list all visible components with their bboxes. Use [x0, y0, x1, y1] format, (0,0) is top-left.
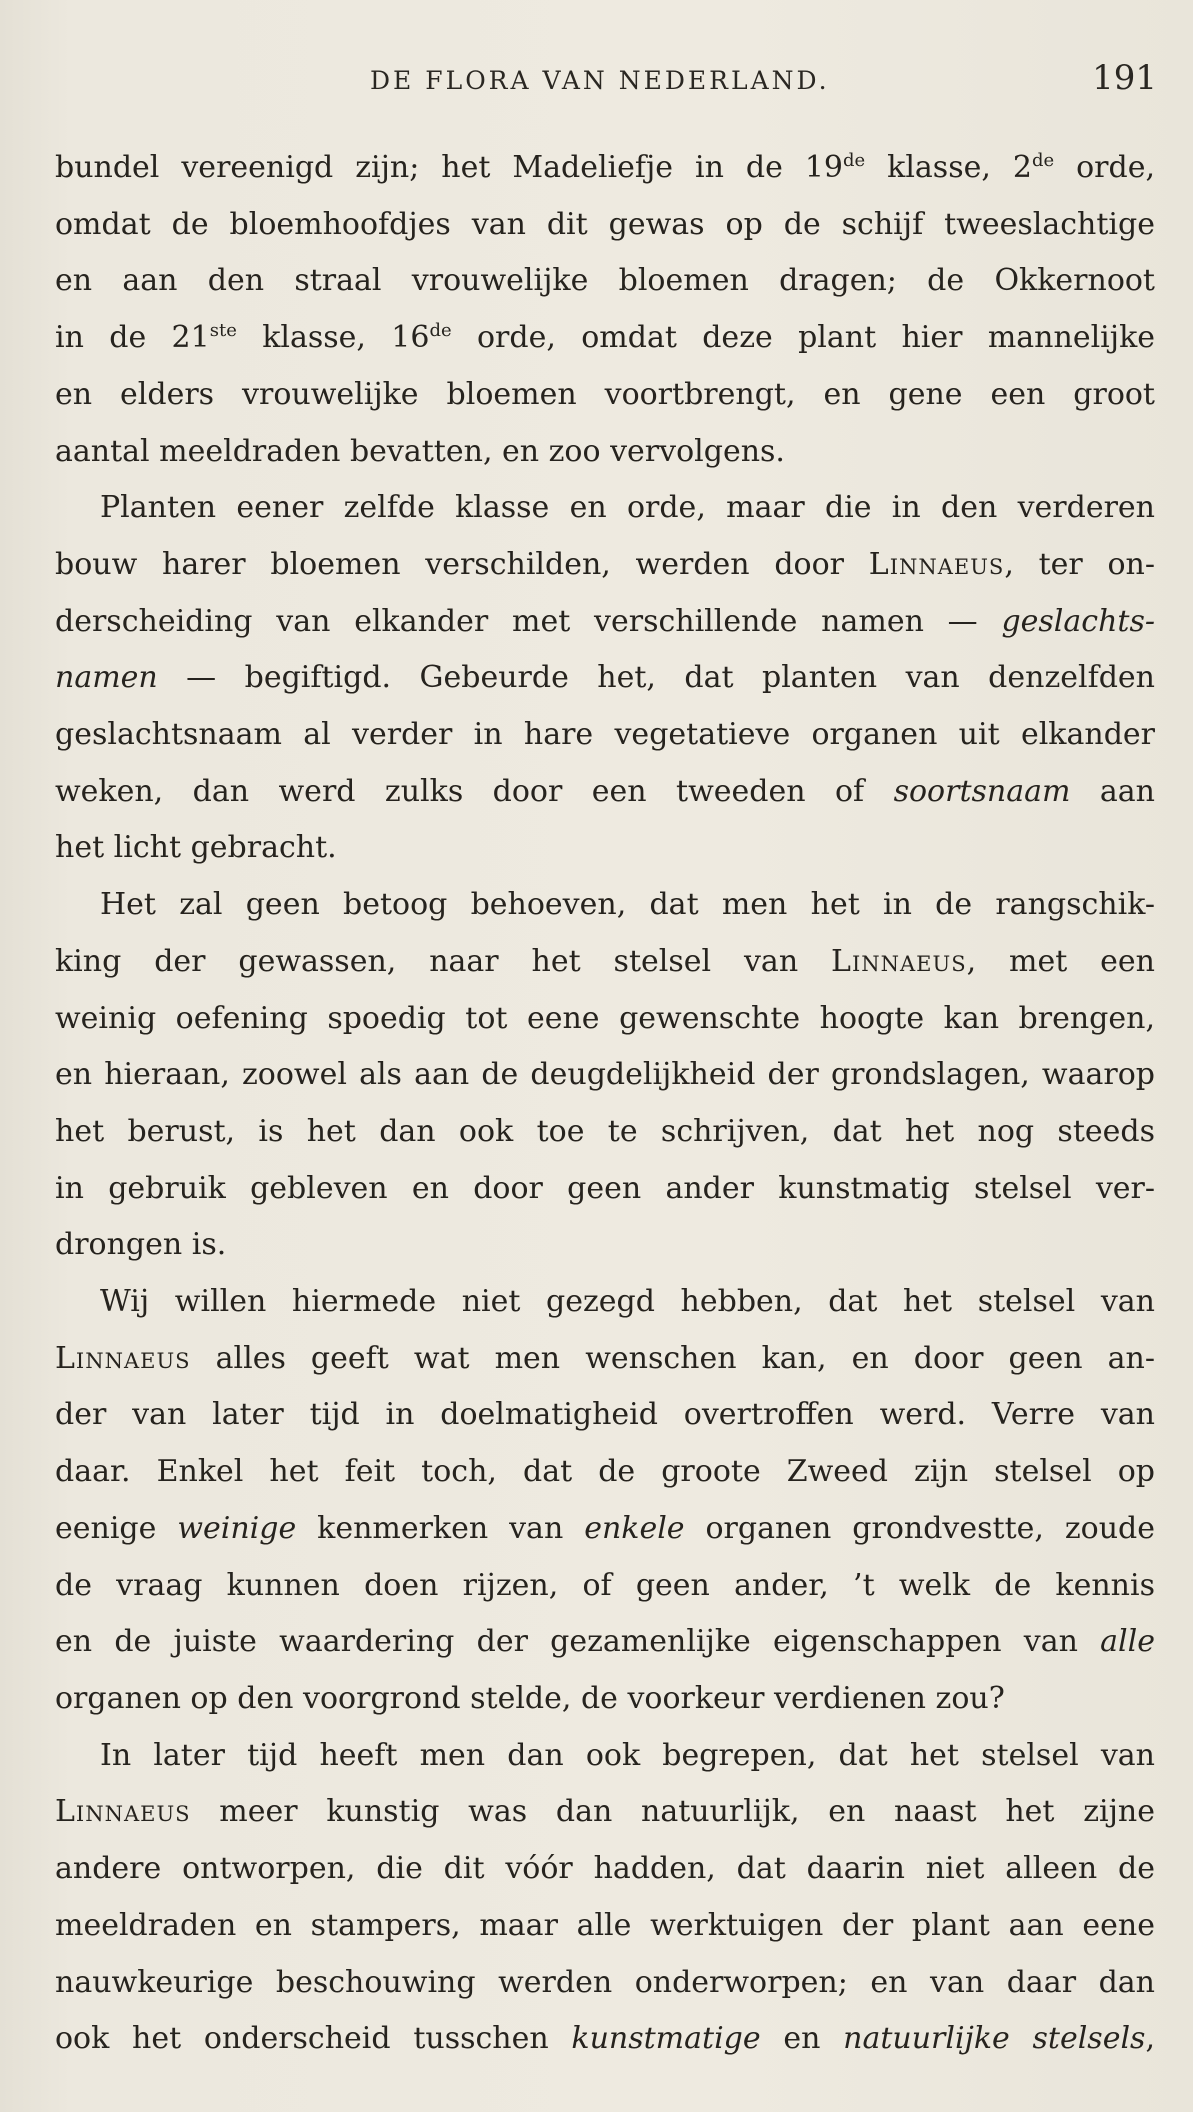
text-line [55, 707, 1155, 764]
text-line [55, 1728, 1155, 1785]
text-run: weken, dan werd zulks door een tweeden of [55, 773, 894, 809]
superscript: de [1031, 150, 1055, 171]
text-run: Planten eener zelfde klasse en orde, maar die in den verderen [100, 490, 1155, 526]
text-run: meer kunstig was dan natuurlijk, en naast het zijne [190, 1794, 1155, 1830]
text-run: In later tijd heeft men dan ook begrepen, dat het stelsel van [100, 1737, 1155, 1773]
running-title: DE FLORA VAN NEDERLAND. [370, 66, 830, 95]
paragraph [55, 1274, 1155, 1728]
text-run: in de 21 [55, 320, 210, 356]
text-run: het licht gebracht. [55, 830, 337, 866]
paragraph [55, 1728, 1155, 2068]
text-run: ook het onderscheid tusschen [55, 2021, 572, 2057]
text-line [55, 537, 1155, 594]
small-caps-name: Linnaeus [55, 1794, 191, 1830]
text-run: andere ontworpen, die dit vóór hadden, dat daarin niet alleen de [55, 1851, 1155, 1887]
text-line [55, 650, 1155, 707]
paragraph [55, 140, 1155, 480]
paragraph [55, 480, 1155, 877]
text-line [55, 1217, 1155, 1274]
text-run: nauwkeurige beschouwing werden onderworpen; en van daar dan [55, 1964, 1155, 2000]
text-line [55, 991, 1155, 1048]
text-line [55, 310, 1155, 367]
text-line [55, 877, 1155, 934]
text-run: drongen is. [55, 1227, 227, 1263]
text-line [55, 1274, 1155, 1331]
text-line [55, 820, 1155, 877]
text-run: kenmerken van [296, 1510, 585, 1546]
text-line [55, 140, 1155, 197]
text-run: weinig oefening spoedig tot eene gewenschte hoogte kan brengen, [55, 1000, 1155, 1036]
italic-text: natuurlijke stelsels [843, 2021, 1146, 2057]
text-run: aan [1070, 773, 1155, 809]
text-run: orde, omdat deze plant hier mannelijke [451, 320, 1155, 356]
text-run: Het zal geen betoog behoeven, dat men het in de rangschik- [100, 887, 1155, 923]
italic-text: weinige [177, 1510, 297, 1546]
page-number: 191 [1092, 58, 1157, 98]
text-line [55, 1898, 1155, 1955]
text-line [55, 1784, 1155, 1841]
text-line [55, 934, 1155, 991]
italic-text: geslachts- [1001, 603, 1155, 639]
text-run: klasse, 2 [865, 150, 1032, 185]
text-run: en elders vrouwelijke bloemen voortbrengt, en gene een groot [55, 376, 1155, 412]
text-run: , met een [966, 943, 1155, 979]
text-line [55, 1671, 1155, 1728]
italic-text: alle [1100, 1624, 1155, 1660]
text-run: geslachtsnaam al verder in hare vegetatieve organen uit elkander [55, 717, 1155, 753]
text-run: en [760, 2021, 844, 2057]
text-run: alles geeft wat men wenschen kan, en door geen an- [190, 1340, 1155, 1376]
text-line [55, 1387, 1155, 1444]
italic-text: soortsnaam [893, 773, 1071, 809]
text-line [55, 1558, 1155, 1615]
text-line [55, 2011, 1155, 2068]
text-run: orde, [1054, 150, 1155, 185]
text-line [55, 594, 1155, 651]
text-run: bouw harer bloemen verschilden, werden door [55, 546, 869, 582]
text-run: bundel vereenigd zijn; het Madeliefje in de 19 [55, 150, 843, 185]
text-run: en de juiste waardering der gezamenlijke eigenschappen van [55, 1624, 1101, 1660]
text-run: — begiftigd. Gebeurde het, dat planten van denzelfden [157, 660, 1155, 696]
text-line [55, 367, 1155, 424]
text-run: organen grondvestte, zoude [684, 1510, 1155, 1546]
text-run: de vraag kunnen doen rijzen, of geen ander, ’t welk de kennis [55, 1567, 1155, 1603]
text-run: der van later tijd in doelmatigheid overtroffen werd. Verre van [55, 1397, 1155, 1433]
text-line [55, 1501, 1155, 1558]
text-run: , ter on- [1004, 546, 1155, 582]
text-run: , [1145, 2021, 1155, 2057]
text-run: en hieraan, zoowel als aan de deugdelijkheid der grondslagen, waarop [55, 1057, 1155, 1093]
text-run: organen op den voorgrond stelde, de voorkeur verdienen zou? [55, 1680, 1005, 1716]
text-line [55, 480, 1155, 537]
text-run: king der gewassen, naar het stelsel van [55, 943, 832, 979]
small-caps-name: Linnaeus [55, 1340, 191, 1376]
text-line [55, 1955, 1155, 2012]
text-line [55, 1614, 1155, 1671]
page-header [0, 52, 1193, 112]
small-caps-name: Linnaeus [831, 943, 967, 979]
superscript: ste [209, 320, 237, 342]
text-run: omdat de bloemhoofdjes van dit gewas op de schijf tweeslachtige [55, 206, 1155, 242]
text-line [55, 764, 1155, 821]
body-text [55, 140, 1155, 2068]
text-line [55, 1104, 1155, 1161]
text-line [55, 1331, 1155, 1388]
text-line [55, 1444, 1155, 1501]
text-run: meeldraden en stampers, maar alle werktuigen der plant aan eene [55, 1907, 1155, 1943]
text-line [55, 253, 1155, 310]
text-run: Wij willen hiermede niet gezegd hebben, dat het stelsel van [100, 1284, 1155, 1320]
text-run: het berust, is het dan ook toe te schrijven, dat het nog steeds [55, 1113, 1155, 1149]
superscript: de [429, 320, 452, 342]
text-line [55, 1047, 1155, 1104]
text-run: daar. Enkel het feit toch, dat de groote Zweed zijn stelsel op [55, 1454, 1155, 1490]
superscript: de [843, 150, 866, 171]
text-run: eenige [55, 1510, 178, 1546]
text-line [55, 197, 1155, 254]
paragraph [55, 877, 1155, 1274]
text-line [55, 1841, 1155, 1898]
text-line [55, 424, 1155, 481]
italic-text: kunstmatige [571, 2021, 761, 2057]
text-run: derscheiding van elkander met verschillende namen — [55, 603, 1002, 639]
italic-text: namen [55, 660, 158, 696]
text-run: en aan den straal vrouwelijke bloemen dragen; de Okkernoot [55, 263, 1155, 299]
small-caps-name: Linnaeus [868, 546, 1005, 582]
italic-text: enkele [584, 1510, 685, 1546]
text-run: aantal meeldraden bevatten, en zoo vervolgens. [55, 433, 785, 469]
text-run: in gebruik gebleven en door geen ander kunstmatig stelsel ver- [55, 1170, 1155, 1206]
text-line [55, 1161, 1155, 1218]
text-run: klasse, 16 [236, 320, 430, 356]
